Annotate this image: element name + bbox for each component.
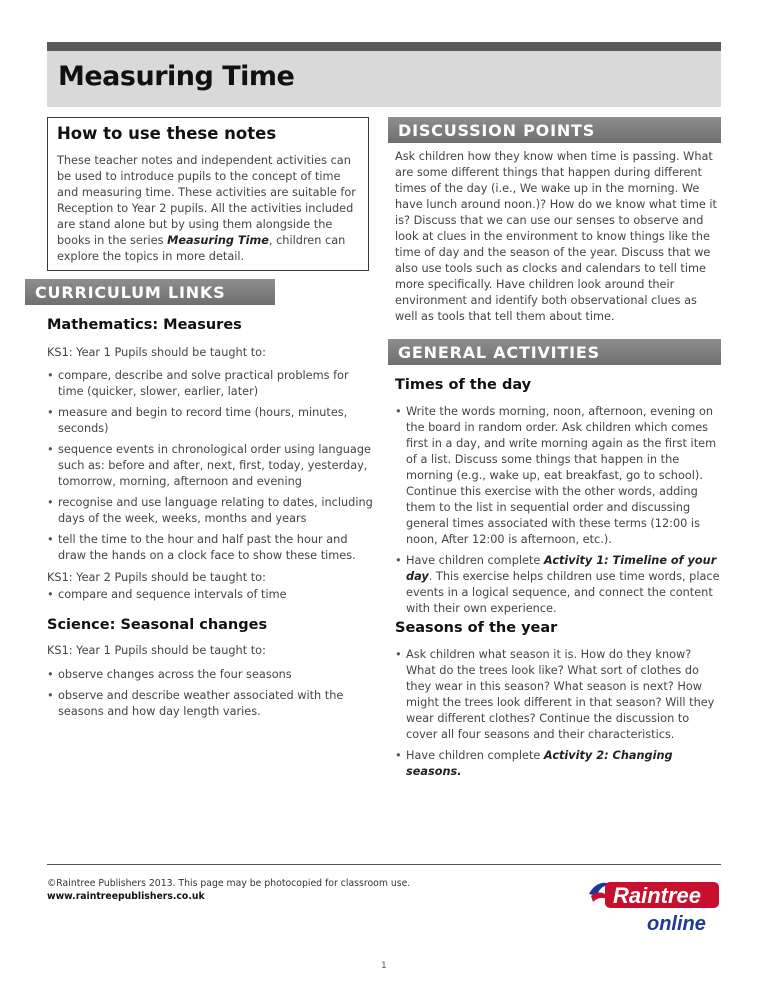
- list-item: • Have children complete Activity 1: Timeline of your day. This exercise helps children use time words, place events in a logical sequence, and connect the content with their own experience.: [395, 553, 721, 617]
- footer-rule: [47, 864, 721, 865]
- science-heading: Science: Seasonal changes: [47, 617, 268, 633]
- list-item: • observe changes across the four seasons: [47, 667, 373, 683]
- activity-1-title: Activity 1: Timeline of your day: [406, 554, 717, 583]
- list-item: • measure and begin to record time (hours, minutes, seconds): [47, 405, 373, 437]
- activity-2-title: Activity 2: Changing seasons.: [406, 749, 673, 778]
- page-title: Measuring Time: [58, 61, 295, 92]
- how-to-heading: How to use these notes: [57, 124, 277, 143]
- how-to-text: These teacher notes and independent activities can be used to introduce pupils to the concept of time and measuring time. These activities are suitable for Reception to Year 2 pupils. All the activities included are stand alone but by using them alongside the books in the series Measuring Time, children can explore the topics in more detail.: [57, 154, 356, 263]
- title-band: [47, 51, 721, 107]
- maths-heading: Mathematics: Measures: [47, 317, 242, 333]
- maths-y1-intro: KS1: Year 1 Pupils should be taught to:: [47, 346, 266, 359]
- discussion-points-header: DISCUSSION POINTS: [388, 117, 721, 143]
- maths-y1-list: [47, 368, 373, 569]
- list-item: • compare, describe and solve practical problems for time (quicker, slower, earlier, later): [47, 368, 373, 400]
- seasons-list: [395, 647, 721, 785]
- logo-sub-text: online: [647, 913, 706, 935]
- publisher-url[interactable]: www.raintreepublishers.co.uk: [47, 891, 205, 902]
- curriculum-links-header: CURRICULUM LINKS: [25, 279, 275, 305]
- list-item: • Write the words morning, noon, afternoon, evening on the board in random order. Ask children which comes first in a day, and write morning again as the first item of a list. Discuss some things that happen in the morning (e.g., wake up, eat breakfast, go to school). Continue this exercise with the other words, adding them to the list in sequential order and discussing general times associated with these terms (12:00 is noon, After 12:00 is afternoon, etc.).: [395, 404, 721, 548]
- raintree-online-logo: [585, 874, 721, 936]
- science-list: [47, 667, 373, 725]
- list-item: • Have children complete Activity 2: Changing seasons.: [395, 748, 721, 780]
- times-heading: Times of the day: [395, 377, 532, 393]
- list-item: • Ask children what season it is. How do they know? What do the trees look like? What sort of clothes do they wear in this season? What season is next? How might the trees look different in that season? Will they wear different clothes? Continue the discussion to cover all four seasons and their characteristics.: [395, 647, 721, 743]
- discussion-text: Ask children how they know when time is passing. What are some different things that happen during different times of the day (i.e., We wake up in the morning. We have lunch around noon.)? How do we know what time it is? Discuss that we can use our senses to observe and look at clues in the environment to know things like the time of day and the season of the year. Discuss that we also use tools such as clocks and calendars to tell time more specifically. Have children look around their environment and identify both observational clues as well as tools that tell them about time.: [395, 150, 717, 323]
- maths-y2-list: [47, 587, 373, 608]
- how-to-box: [47, 117, 369, 271]
- times-list: [395, 404, 721, 622]
- top-rule: [47, 42, 721, 51]
- list-item: • compare and sequence intervals of time: [47, 587, 373, 603]
- copyright-text: ©Raintree Publishers 2013. This page may be photocopied for classroom use.: [47, 878, 411, 889]
- seasons-heading: Seasons of the year: [395, 620, 558, 636]
- list-item: • sequence events in chronological order using language such as: before and after, next, first, today, yesterday, tomorrow, morning, afternoon and evening: [47, 442, 373, 490]
- list-item: • tell the time to the hour and half past the hour and draw the hands on a clock face to show these times.: [47, 532, 373, 564]
- logo-brand-text: Raintree: [613, 883, 702, 908]
- general-activities-header: GENERAL ACTIVITIES: [388, 339, 721, 365]
- list-item: • recognise and use language relating to dates, including days of the week, weeks, months and years: [47, 495, 373, 527]
- page-number: 1: [381, 961, 387, 971]
- maths-y2-intro: KS1: Year 2 Pupils should be taught to:: [47, 571, 266, 584]
- science-intro: KS1: Year 1 Pupils should be taught to:: [47, 644, 266, 657]
- series-title: Measuring Time: [167, 234, 269, 247]
- list-item: • observe and describe weather associated with the seasons and how day length varies.: [47, 688, 373, 720]
